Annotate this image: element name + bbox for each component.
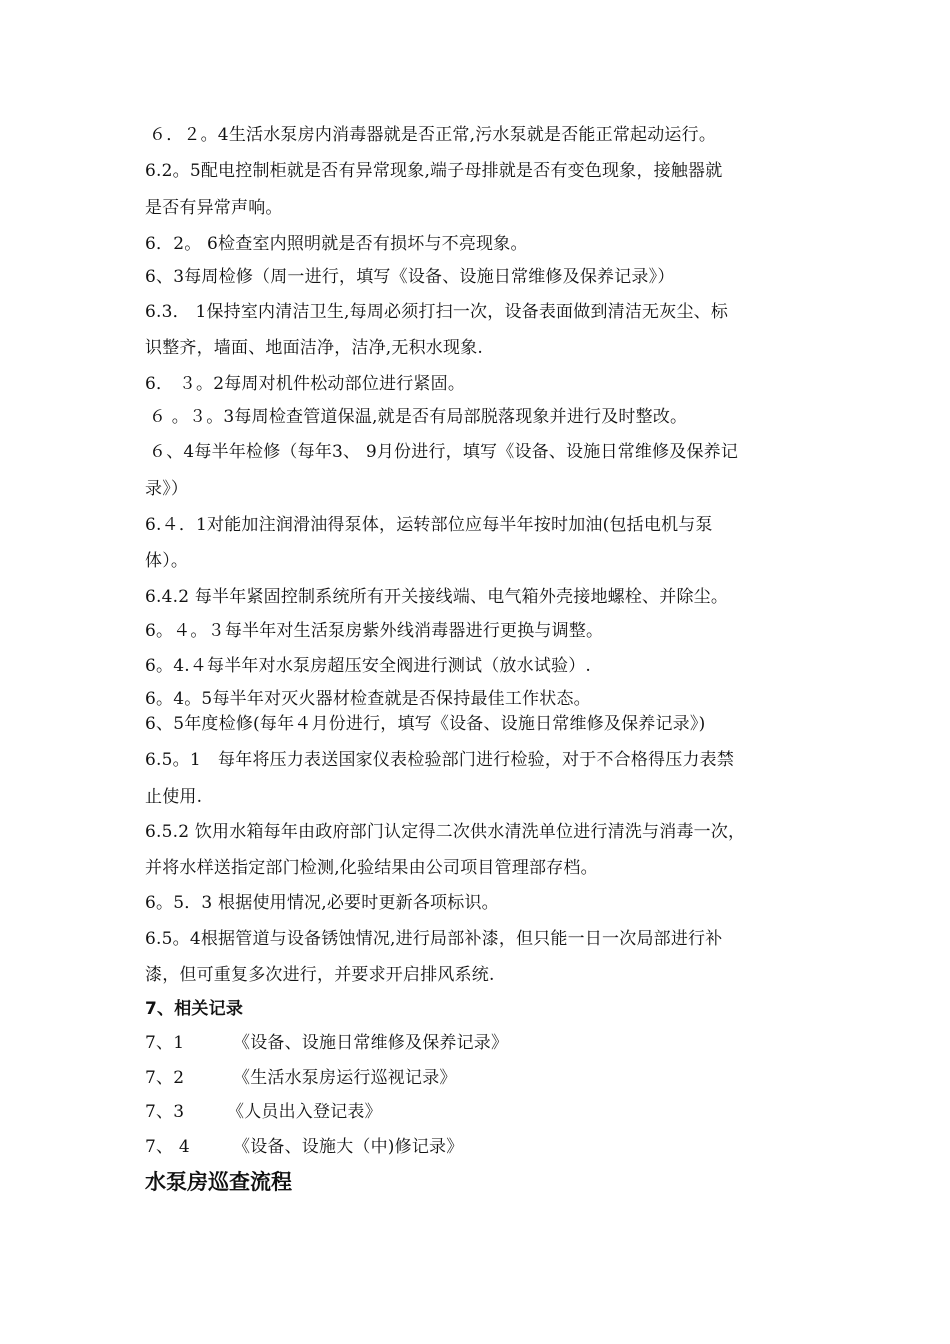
paragraph-line: 6。5．3 根据使用情况,必要时更新各项标识。 [145,893,499,913]
paragraph-line: 6。4。5每半年对灭火器材检查就是否保持最佳工作状态。 [145,689,591,709]
paragraph-line: ６．２。4生活水泵房内消毒器就是否正常,污水泵就是否能正常起动运行。 [149,125,717,145]
paragraph-line: 识整齐，墙面、地面洁净，洁净,无积水现象. [145,338,484,358]
record-title: 《生活水泵房运行巡视记录》 [233,1068,457,1088]
record-number: 7、2 [145,1068,185,1088]
paragraph-line: 6.4.2 每半年紧固控制系统所有开关接线端、电气箱外壳接地螺栓、并除尘。 [145,587,729,607]
section-heading: 7、相关记录 [145,999,244,1019]
paragraph-line: 6.5.2 饮用水箱每年由政府部门认定得二次供水清洗单位进行清洗与消毒一次， [145,822,746,842]
paragraph-line: 6.2。5配电控制柜就是否有异常现象,端子母排就是否有变色现象，接触器就 [145,161,723,181]
record-number: 7、1 [145,1033,185,1053]
flow-title: 水泵房巡查流程 [145,1170,292,1194]
paragraph-line: 6、5年度检修(每年４月份进行，填写《设备、设施日常维修及保养记录》) [145,714,706,734]
paragraph-line: 6.5。1 每年将压力表送国家仪表检验部门进行检验，对于不合格得压力表禁 [145,750,735,770]
paragraph-line: 6。4.４每半年对水泵房超压安全阀进行测试（放水试验）. [145,656,592,676]
record-item [145,1136,463,1158]
paragraph-line: 6．2。 6检查室内照明就是否有损坏与不亮现象。 [145,234,528,254]
paragraph-line: ６ 。３。3每周检查管道保温,就是否有局部脱落现象并进行及时整改。 [149,407,688,427]
record-number: 7、3 [145,1102,185,1122]
record-title: 《设备、设施大（中)修记录》 [233,1137,464,1157]
paragraph-line: 录》） [145,479,189,499]
record-item [145,1101,382,1123]
paragraph-line: 6． ３。2每周对机件松动部位进行紧固。 [145,374,466,394]
paragraph-line: 止使用. [145,787,203,807]
record-number: 7、 4 [145,1137,190,1157]
record-title: 《设备、设施日常维修及保养记录》 [233,1033,509,1053]
paragraph-line: 6、3每周检修（周一进行，填写《设备、设施日常维修及保养记录》） [145,267,675,287]
paragraph-line: 漆，但可重复多次进行，并要求开启排风系统. [145,965,495,985]
paragraph-line: 6.3． 1保持室内清洁卫生,每周必须打扫一次，设备表面做到清洁无灰尘、标 [145,302,729,322]
paragraph-line: 6.４．1对能加注润滑油得泵体，运转部位应每半年按时加油(包括电机与泵 [145,515,713,535]
paragraph-line: 6.5。4根据管道与设备锈蚀情况,进行局部补漆，但只能一日一次局部进行补 [145,929,723,949]
record-item [145,1067,457,1089]
paragraph-line: ６、4每半年检修（每年3、 9月份进行，填写《设备、设施日常维修及保养记 [149,442,739,462]
record-title: 《人员出入登记表》 [227,1102,382,1122]
paragraph-line: 体）。 [145,551,189,571]
paragraph-line: 6。４。３每半年对生活泵房紫外线消毒器进行更换与调整。 [145,621,604,641]
paragraph-line: 是否有异常声响。 [145,198,283,218]
paragraph-line: 并将水样送指定部门检测,化验结果由公司项目管理部存档。 [145,858,598,878]
record-item [145,1032,508,1054]
